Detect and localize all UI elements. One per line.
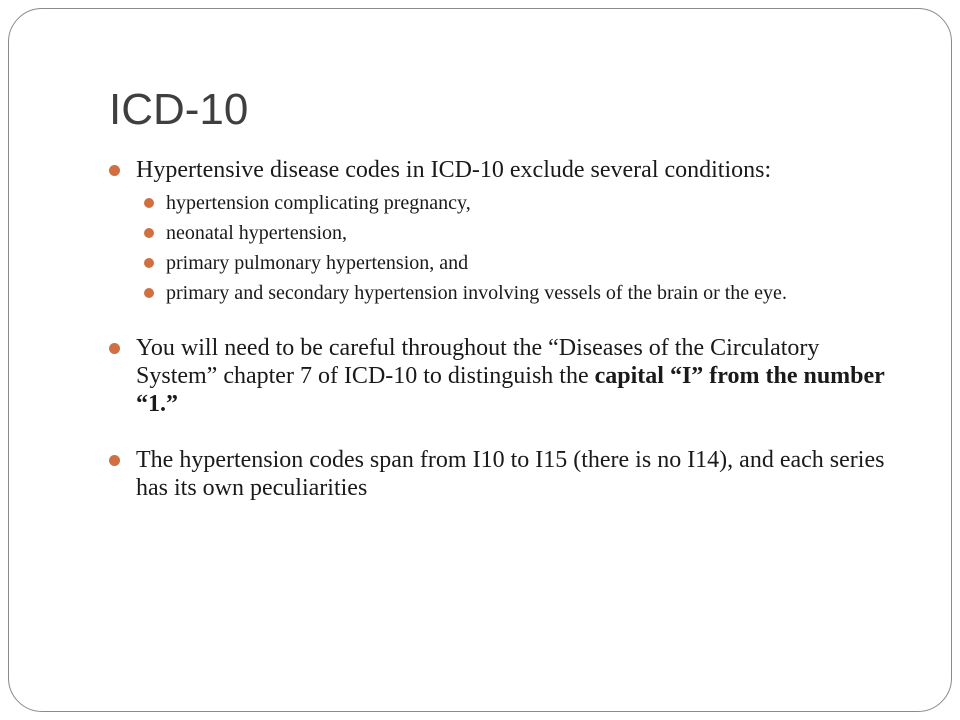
bullet-text: You will need to be careful throughout the “Diseases of the Circulatory System” chapter 7 of ICD-10 to distinguish the bbox=[136, 335, 820, 389]
slide-body bbox=[109, 156, 899, 502]
bullet-emphasis: capital “I” from the number “1.” bbox=[136, 363, 885, 417]
sub-bullet-dot-icon bbox=[144, 198, 154, 208]
sub-bullet-text: primary pulmonary hypertension, and bbox=[166, 252, 469, 274]
sub-bullet-text: hypertension complicating pregnancy, bbox=[166, 192, 471, 214]
sub-bullet-dot-icon bbox=[144, 258, 154, 268]
sub-bullet-dot-icon bbox=[144, 288, 154, 298]
bullet-dot-icon bbox=[109, 455, 120, 466]
sub-bullet-list bbox=[136, 190, 899, 306]
bullet-text: Hypertensive disease codes in ICD-10 exclude several conditions: bbox=[136, 157, 772, 183]
bullet-capital-i-warning bbox=[109, 334, 899, 418]
sub-bullet-item bbox=[136, 250, 899, 276]
bullet-dot-icon bbox=[109, 165, 120, 176]
bullet-text: The hypertension codes span from I10 to I15 (there is no I14), and each series has its own peculiarities bbox=[136, 447, 885, 501]
sub-bullet-text: neonatal hypertension, bbox=[166, 222, 348, 244]
sub-bullet-item bbox=[136, 280, 899, 306]
sub-bullet-dot-icon bbox=[144, 228, 154, 238]
bullet-list bbox=[109, 156, 899, 502]
sub-bullet-text: primary and secondary hypertension involving vessels of the brain or the eye. bbox=[166, 282, 787, 304]
sub-bullet-item bbox=[136, 190, 899, 216]
sub-bullet-item bbox=[136, 220, 899, 246]
bullet-dot-icon bbox=[109, 343, 120, 354]
slide-title: ICD-10 bbox=[109, 85, 249, 134]
bullet-exclusions bbox=[109, 156, 899, 306]
bullet-code-range bbox=[109, 446, 899, 502]
